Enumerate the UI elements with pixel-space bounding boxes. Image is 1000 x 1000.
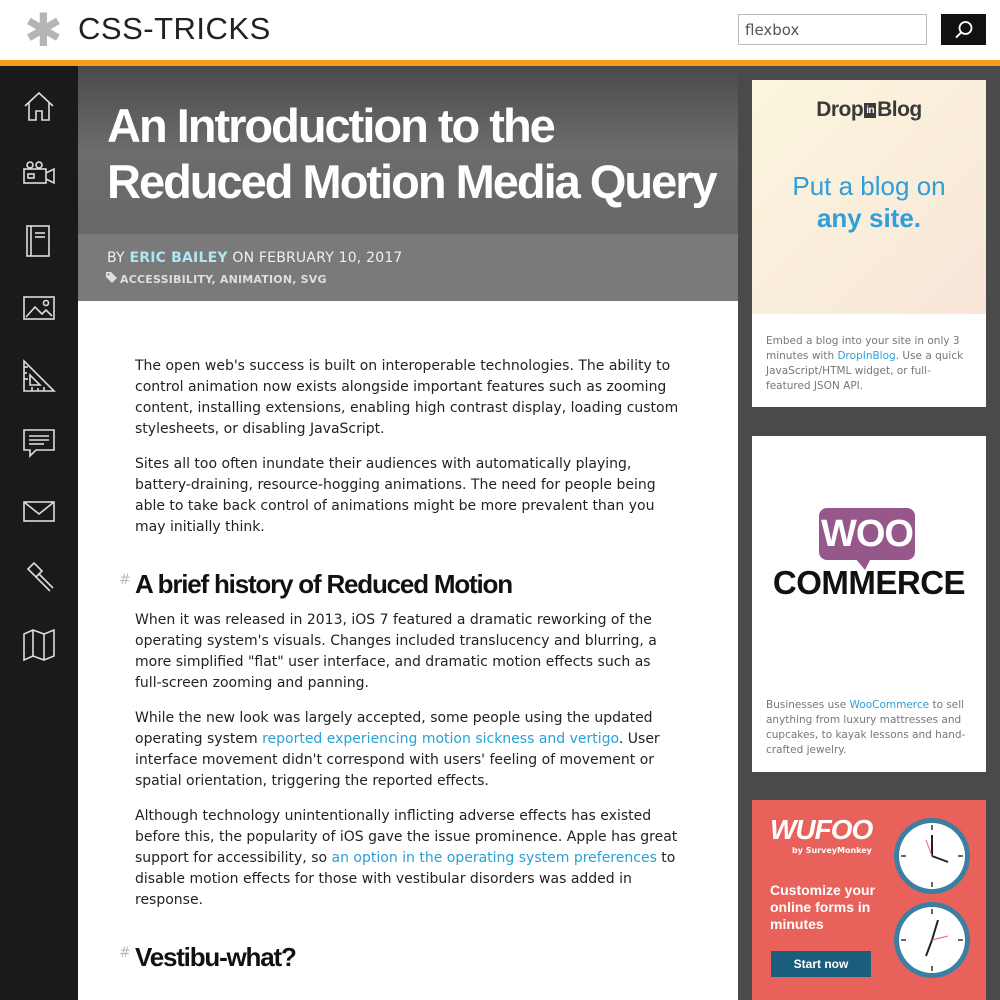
article-body	[119, 356, 680, 983]
paragraph-text: . User interface movement didn't correspond with users' feeling of movement or spatial orientation, triggering the reported effects.	[135, 731, 660, 789]
search-input[interactable]	[738, 14, 927, 45]
section-heading-wrap	[119, 941, 680, 973]
dropinblog-link[interactable]: DropInBlog	[837, 350, 896, 362]
wufoo-ad[interactable]	[752, 800, 986, 1000]
logo-part: in	[866, 105, 875, 116]
section-heading-wrap	[119, 568, 680, 600]
home-icon	[22, 89, 56, 123]
heading-anchor-link[interactable]: #	[119, 945, 131, 961]
start-now-button[interactable]: Start now	[771, 951, 871, 977]
heading-anchor-link[interactable]: #	[119, 572, 131, 588]
nav-item-forums[interactable]	[0, 413, 78, 473]
nav-item-videos[interactable]	[0, 144, 78, 204]
nav-item-jobs[interactable]	[0, 548, 78, 608]
article-tags	[106, 272, 327, 286]
chat-icon	[22, 426, 56, 460]
paragraph-text: to disable motion effects for those with vestibular disorders was added in response.	[135, 850, 676, 908]
dropinblog-banner[interactable]	[752, 80, 986, 314]
wufoo-logo: WUFOO	[770, 814, 873, 845]
section-heading: Vestibu-what?	[135, 942, 296, 972]
commerce-logo-text: COMMERCE	[772, 564, 966, 601]
headline-line: Put a blog on	[792, 171, 946, 201]
site-header	[0, 0, 1000, 60]
dropinblog-headline	[752, 170, 986, 234]
desc-text: Businesses use	[766, 699, 850, 711]
nav-item-map[interactable]	[0, 615, 78, 675]
woocommerce-description	[766, 698, 972, 758]
section-heading: A brief history of Reduced Motion	[135, 569, 512, 599]
paragraph-text: Although technology unintentionally inflicting adverse effects has existed before this, the popularity of iOS gave the issue prominence. Apple has great support for accessibility, so	[135, 808, 678, 866]
paragraph-text: While the new look was largely accepted, some people using the updated operating system	[135, 710, 653, 747]
dropinblog-description	[766, 334, 972, 394]
desc-text: to sell anything from luxury mattresses and cupcakes, to kayak lessons and hand-crafted jewelry.	[766, 699, 966, 756]
article-meta-band	[78, 234, 738, 301]
search-button[interactable]	[941, 14, 986, 45]
publish-date: ON FEBRUARY 10, 2017	[232, 250, 403, 266]
logo-star-icon[interactable]: ✱	[24, 3, 63, 57]
clock-icon	[892, 816, 972, 896]
desc-text: Embed a blog into your site in only 3 minutes with	[766, 335, 960, 362]
image-icon	[22, 291, 56, 325]
os-preferences-link[interactable]: an option in the operating system preferences	[331, 850, 657, 866]
dropinblog-ad[interactable]	[752, 80, 986, 407]
wufoo-byline: by SurveyMonkey	[792, 846, 872, 855]
dropinblog-logo	[752, 98, 986, 122]
paragraph	[135, 708, 680, 792]
map-icon	[22, 628, 56, 662]
nav-item-guides[interactable]	[0, 346, 78, 406]
author-link[interactable]: ERIC BAILEY	[129, 250, 228, 266]
tag-icon	[106, 272, 117, 286]
search-icon	[954, 20, 974, 40]
clock-icon	[892, 900, 972, 980]
side-nav	[0, 66, 78, 1000]
logo-part: Drop	[816, 98, 864, 121]
tag-links[interactable]: ACCESSIBILITY, ANIMATION, SVG	[120, 273, 327, 286]
woo-logo-text: WOO	[821, 513, 913, 555]
nav-item-snippets[interactable]	[0, 278, 78, 338]
woocommerce-ad[interactable]	[752, 436, 986, 772]
paragraph: Sites all too often inundate their audiences with automatically playing, battery-draining, resource-hogging animations. The need for people being able to take back control of animations might be more prevalent than you may initially think.	[135, 456, 656, 535]
desc-text: . Use a quick JavaScript/HTML widget, or full-featured JSON API.	[766, 350, 964, 392]
logo-part: Blog	[877, 98, 922, 121]
nav-item-newsletter[interactable]	[0, 481, 78, 541]
article-title: An Introduction to the Reduced Motion Media Query	[107, 99, 716, 208]
wufoo-headline: Customize your online forms in minutes	[770, 882, 876, 932]
hammer-icon	[22, 561, 56, 595]
paragraph: When it was released in 2013, iOS 7 featured a dramatic reworking of the operating system's visuals. Changes included translucency and blurring, a more simplified "flat" user interface, and dramatic motion effects such as full-screen zooming and panning.	[135, 612, 657, 691]
site-logo[interactable]: CSS-TRICKS	[78, 11, 271, 46]
motion-sickness-link[interactable]: reported experiencing motion sickness and vertigo	[262, 731, 619, 747]
ruler-triangle-icon	[22, 359, 56, 393]
nav-item-almanac[interactable]	[0, 211, 78, 271]
paragraph: The open web's success is built on interoperable technologies. The ability to control animation now exists alongside important features such as zooming content, installing extensions, enabling high contrast display, loading custom stylesheets, or disabling JavaScript.	[135, 358, 679, 437]
mail-icon	[22, 494, 56, 528]
article-byline	[107, 250, 403, 266]
byline-by: BY	[107, 250, 125, 266]
headline-line: any site.	[816, 203, 922, 233]
paragraph	[135, 806, 680, 911]
nav-item-home[interactable]	[0, 76, 78, 136]
woocommerce-link[interactable]: WooCommerce	[849, 699, 930, 711]
book-icon	[22, 224, 56, 258]
video-icon	[22, 157, 56, 191]
